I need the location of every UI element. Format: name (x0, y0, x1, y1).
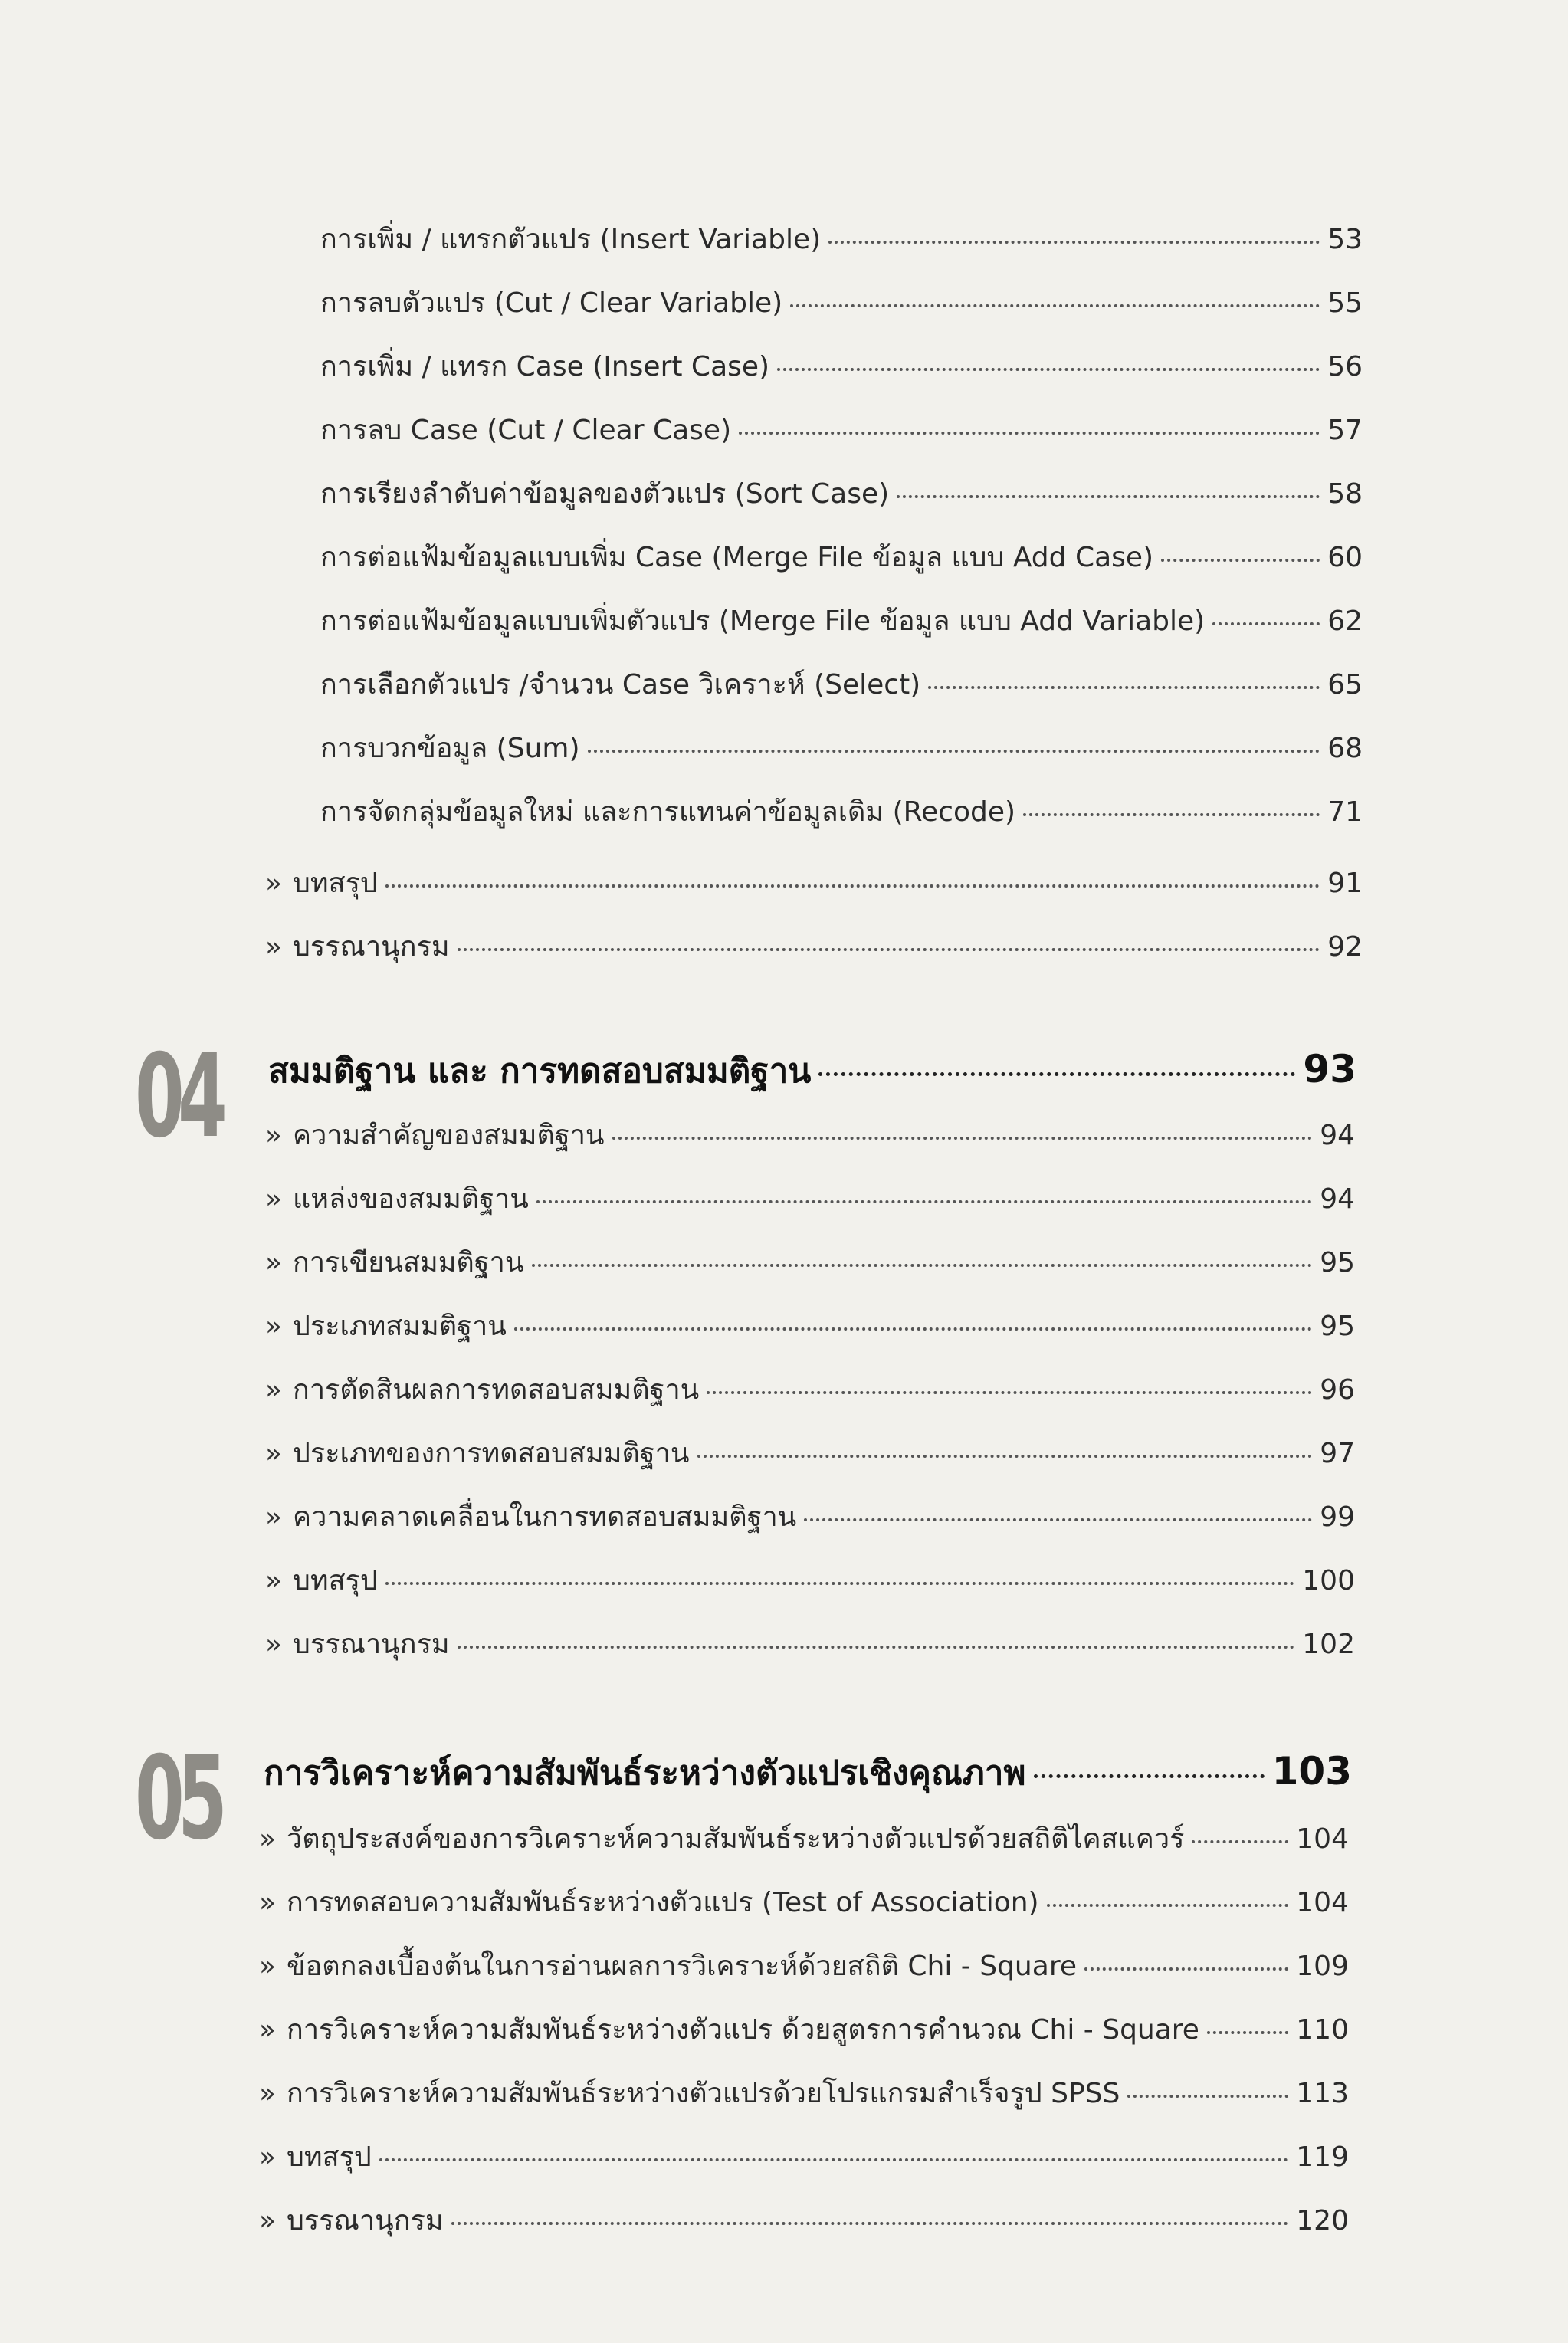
bullet-glyph: » (265, 1374, 283, 1406)
bullet-glyph: » (259, 1887, 277, 1918)
bullet-glyph: » (265, 1311, 283, 1342)
toc-item (265, 1622, 1355, 1668)
bullet-glyph: » (259, 1951, 277, 1982)
toc-page-number: 94 (1320, 1183, 1355, 1215)
bullet-glyph: » (265, 1183, 283, 1215)
toc-item (259, 1880, 1349, 1926)
toc-item-label: การวิเคราะห์ความสัมพันธ์ระหว่างตัวแปร ด้วยสูตรการคำนวณ Chi - Square (287, 2014, 1199, 2046)
dot-leader (588, 750, 1320, 753)
dot-leader (536, 1200, 1312, 1203)
dot-leader (739, 432, 1320, 435)
toc-item (259, 1816, 1349, 1862)
toc-item (259, 2135, 1349, 2181)
toc-sub-item (320, 789, 1363, 835)
toc-item (265, 1558, 1355, 1604)
chapter-title: สมมติฐาน และ การทดสอบสมมติฐาน (268, 1052, 812, 1091)
toc-item-label: ความคลาดเคลื่อนในการทดสอบสมมติฐาน (293, 1501, 797, 1533)
toc-item-label: แหล่งของสมมติฐาน (293, 1183, 529, 1215)
toc-item (265, 1495, 1355, 1541)
toc-item (265, 1431, 1355, 1477)
dot-leader (1207, 2031, 1288, 2034)
chapter-title-row (264, 1744, 1352, 1798)
toc-page-number: 55 (1327, 287, 1363, 319)
toc-page-number: 110 (1296, 2014, 1349, 2046)
toc-item-label: การต่อแฟ้มข้อมูลแบบเพิ่ม Case (Merge File ข้อมูล แบบ Add Case) (320, 542, 1154, 573)
toc-item (259, 2071, 1349, 2117)
toc-item (259, 1944, 1349, 1990)
chapter-title-row (268, 1042, 1356, 1096)
toc-item-label: บทสรุป (293, 1565, 378, 1596)
toc-item (265, 1113, 1355, 1159)
toc-item-label: บรรณานุกรม (287, 2205, 444, 2236)
toc-item (265, 1240, 1355, 1286)
toc-sub-item (320, 344, 1363, 390)
toc-page-number: 95 (1320, 1311, 1355, 1342)
toc-item (265, 861, 1363, 907)
toc-page-number: 53 (1327, 224, 1363, 255)
bullet-glyph: » (259, 2141, 277, 2173)
dot-leader (612, 1137, 1313, 1140)
dot-leader (451, 2222, 1289, 2225)
bullet-glyph: » (265, 931, 283, 963)
dot-leader (385, 884, 1320, 888)
dot-leader (790, 304, 1320, 307)
toc-page-number: 104 (1296, 1887, 1349, 1918)
dot-leader (1084, 1967, 1288, 1971)
toc-page-number: 60 (1327, 542, 1363, 573)
toc-page-number: 96 (1320, 1374, 1355, 1406)
toc-sub-item (320, 471, 1363, 517)
toc-page-number: 65 (1327, 669, 1363, 701)
dot-leader (777, 368, 1320, 371)
toc-page-number: 113 (1296, 2078, 1349, 2109)
dot-leader (818, 1072, 1295, 1076)
toc-page-number: 104 (1296, 1823, 1349, 1855)
toc-page-number: 57 (1327, 415, 1363, 446)
toc-page-number: 100 (1302, 1565, 1355, 1596)
toc-page-number: 120 (1296, 2205, 1349, 2236)
toc-sub-item (320, 408, 1363, 454)
toc-item (265, 1304, 1355, 1350)
toc-item-label: การตัดสินผลการทดสอบสมมติฐาน (293, 1374, 700, 1406)
toc-page-number: 71 (1327, 796, 1363, 828)
dot-leader (1192, 1840, 1288, 1843)
dot-leader (458, 1646, 1295, 1649)
toc-item-label: วัตถุประสงค์ของการวิเคราะห์ความสัมพันธ์ระหว่างตัวแปรด้วยสถิติไคสแควร์ (287, 1823, 1185, 1855)
bullet-glyph: » (259, 2014, 277, 2046)
bullet-glyph: » (265, 1629, 283, 1660)
dot-leader (385, 1582, 1295, 1585)
dot-leader (804, 1518, 1312, 1521)
toc-item-label: การเพิ่ม / แทรก Case (Insert Case) (320, 351, 770, 382)
toc-page-number: 109 (1296, 1951, 1349, 1982)
bullet-glyph: » (259, 2078, 277, 2109)
toc-page-number: 56 (1327, 351, 1363, 382)
toc-item-label: การเขียนสมมติฐาน (293, 1247, 524, 1278)
bullet-glyph: » (265, 1501, 283, 1533)
dot-leader (1212, 622, 1320, 625)
dot-leader (707, 1391, 1312, 1394)
toc-sub-item (320, 281, 1363, 327)
bullet-glyph: » (259, 2205, 277, 2236)
dot-leader (897, 495, 1320, 498)
toc-item (265, 1176, 1355, 1222)
toc-item (259, 2007, 1349, 2053)
toc-item-label: การวิเคราะห์ความสัมพันธ์ระหว่างตัวแปรด้วยโปรแกรมสำเร็จรูป SPSS (287, 2078, 1120, 2109)
toc-item-label: การเลือกตัวแปร /จำนวน Case วิเคราะห์ (Select) (320, 669, 921, 701)
toc-sub-item (320, 662, 1363, 708)
toc-item-label: การลบ Case (Cut / Clear Case) (320, 415, 732, 446)
toc-item-label: การเรียงลำดับค่าข้อมูลของตัวแปร (Sort Case) (320, 478, 890, 510)
chapter-number: 05 (135, 1732, 221, 1866)
dot-leader (697, 1455, 1313, 1458)
toc-item-label: ประเภทของการทดสอบสมมติฐาน (293, 1438, 690, 1469)
toc-page-number: 62 (1327, 605, 1363, 637)
toc-item-label: การลบตัวแปร (Cut / Clear Variable) (320, 287, 783, 319)
toc-item-label: การเพิ่ม / แทรกตัวแปร (Insert Variable) (320, 224, 822, 255)
dot-leader (514, 1327, 1312, 1331)
toc-item-label: ข้อตกลงเบื้องต้นในการอ่านผลการวิเคราะห์ด้วยสถิติ Chi - Square (287, 1951, 1077, 1982)
toc-item-label: บทสรุป (293, 868, 378, 899)
toc-item-label: ประเภทสมมติฐาน (293, 1311, 507, 1342)
dot-leader (928, 686, 1320, 689)
toc-page-number: 97 (1320, 1438, 1355, 1469)
toc-page-number: 58 (1327, 478, 1363, 510)
toc-page-number: 68 (1327, 733, 1363, 764)
chapter-page-number: 103 (1271, 1749, 1352, 1793)
toc-item-label: บทสรุป (287, 2141, 372, 2173)
toc-item-label: การทดสอบความสัมพันธ์ระหว่างตัวแปร (Test of Association) (287, 1887, 1039, 1918)
toc-item (265, 1367, 1355, 1413)
toc-page-number: 94 (1320, 1120, 1355, 1151)
dot-leader (458, 948, 1320, 951)
toc-item-label: บรรณานุกรม (293, 931, 450, 963)
toc-item-label: การต่อแฟ้มข้อมูลแบบเพิ่มตัวแปร (Merge File ข้อมูล แบบ Add Variable) (320, 605, 1206, 637)
dot-leader (1023, 813, 1320, 816)
toc-sub-item (320, 217, 1363, 263)
toc-page-number: 91 (1327, 868, 1363, 899)
dot-leader (1127, 2095, 1288, 2098)
toc-item-label: การจัดกลุ่มข้อมูลใหม่ และการแทนค่าข้อมูลเดิม (Recode) (320, 796, 1016, 828)
bullet-glyph: » (265, 1565, 283, 1596)
toc-item (265, 924, 1363, 970)
toc-item (259, 2198, 1349, 2244)
dot-leader (1047, 1904, 1289, 1907)
dot-leader (1034, 1774, 1265, 1778)
toc-page-number: 102 (1302, 1629, 1355, 1660)
bullet-glyph: » (259, 1823, 277, 1855)
bullet-glyph: » (265, 1438, 283, 1469)
toc-sub-item (320, 726, 1363, 772)
toc-item-label: ความสำคัญของสมมติฐาน (293, 1120, 605, 1151)
chapter-title: การวิเคราะห์ความสัมพันธ์ระหว่างตัวแปรเชิงคุณภาพ (264, 1754, 1026, 1793)
bullet-glyph: » (265, 1247, 283, 1278)
dot-leader (379, 2158, 1289, 2161)
chapter-number: 04 (135, 1030, 221, 1163)
toc-item-label: การบวกข้อมูล (Sum) (320, 733, 580, 764)
toc-page-number: 95 (1320, 1247, 1355, 1278)
toc-page-number: 119 (1296, 2141, 1349, 2173)
bullet-glyph: » (265, 1120, 283, 1151)
toc-page-number: 99 (1320, 1501, 1355, 1533)
dot-leader (532, 1264, 1313, 1267)
bullet-glyph: » (265, 868, 283, 899)
toc-page-number: 92 (1327, 931, 1363, 963)
toc-item-label: บรรณานุกรม (293, 1629, 450, 1660)
dot-leader (828, 241, 1320, 244)
toc-sub-item (320, 535, 1363, 581)
toc-sub-item (320, 599, 1363, 645)
dot-leader (1161, 559, 1320, 562)
chapter-page-number: 93 (1303, 1047, 1356, 1091)
